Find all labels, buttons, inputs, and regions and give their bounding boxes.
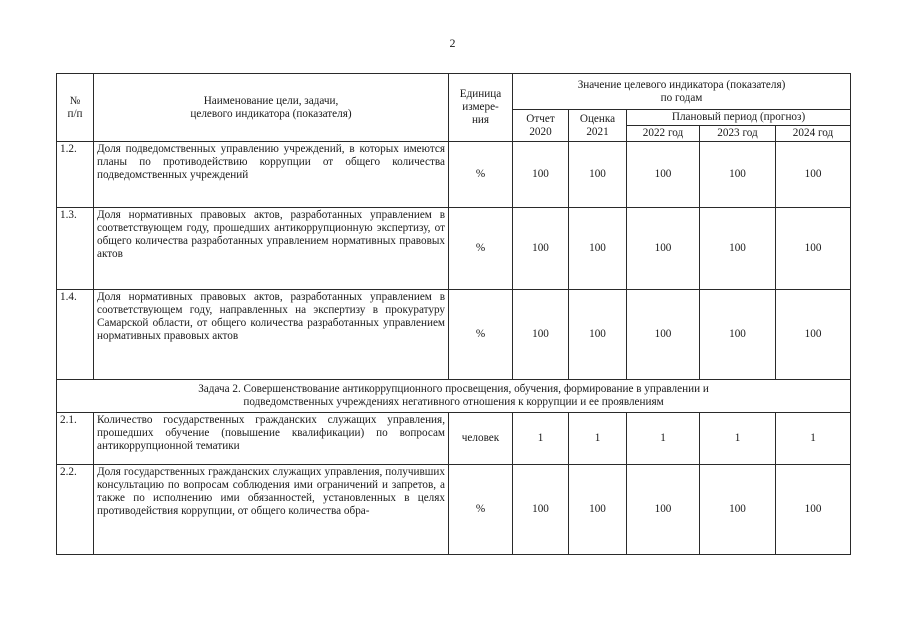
row-unit: % <box>449 208 513 290</box>
header-year-2022: 2022 год <box>627 126 700 142</box>
row-name: Доля нормативных правовых актов, разработанных управлением в соответствующем году, направленных на экспертизу в прокуратуру Самарской области, от общего количества разработанных управлением нормативных правовых актов <box>94 290 449 380</box>
row-value: 100 <box>776 142 851 208</box>
row-value: 100 <box>569 142 627 208</box>
row-unit: % <box>449 142 513 208</box>
row-value: 1 <box>569 413 627 465</box>
row-value: 100 <box>627 208 700 290</box>
row-value: 100 <box>569 208 627 290</box>
row-value: 1 <box>627 413 700 465</box>
row-value: 100 <box>776 465 851 555</box>
row-value: 100 <box>700 208 776 290</box>
row-unit: % <box>449 465 513 555</box>
row-value: 100 <box>513 465 569 555</box>
page-number: 2 <box>449 36 456 50</box>
row-value: 100 <box>776 208 851 290</box>
row-num: 1.4. <box>57 290 94 380</box>
row-value: 100 <box>513 142 569 208</box>
header-year-2023: 2023 год <box>700 126 776 142</box>
header-num: № п/п <box>57 74 94 142</box>
task-row <box>57 380 851 413</box>
row-unit: % <box>449 290 513 380</box>
header-report-2020: Отчет 2020 <box>513 110 569 142</box>
row-value: 1 <box>700 413 776 465</box>
row-value: 100 <box>700 465 776 555</box>
table-row <box>57 142 851 208</box>
row-value: 100 <box>627 465 700 555</box>
table-row <box>57 465 851 555</box>
table-row <box>57 208 851 290</box>
row-value: 100 <box>776 290 851 380</box>
header-name: Наименование цели, задачи, целевого индикатора (показателя) <box>94 74 449 142</box>
row-num: 2.2. <box>57 465 94 555</box>
header-unit: Единица измере- ния <box>449 74 513 142</box>
header-year-2024: 2024 год <box>776 126 851 142</box>
indicators-table <box>56 73 851 555</box>
header-estimate-2021: Оценка 2021 <box>569 110 627 142</box>
row-value: 1 <box>776 413 851 465</box>
row-name: Количество государственных гражданских служащих управления, прошедших обучение (повышение квалификации) по вопросам антикоррупционной тематики <box>94 413 449 465</box>
row-value: 100 <box>569 465 627 555</box>
row-unit: человек <box>449 413 513 465</box>
row-value: 1 <box>513 413 569 465</box>
header-values-group: Значение целевого индикатора (показателя) по годам <box>513 74 851 110</box>
row-name: Доля нормативных правовых актов, разработанных управлением в соответствующем году, прошедших антикоррупционную экспертизу, от общего количества разработанных управлением нормативных правовых актов <box>94 208 449 290</box>
table-row <box>57 413 851 465</box>
task-2-title: Задача 2. Совершенствование антикоррупционного просвещения, обучения, формирование в управлении и подведомственных учреждениях негативного отношения к коррупции и ее проявлениям <box>57 380 851 413</box>
row-name: Доля государственных гражданских служащих управления, получивших консультацию по вопросам соблюдения ими ограничений и запретов, а также по исполнению ими обязанностей, установленных в целях противодействия коррупции, от общего количества обра- <box>94 465 449 555</box>
row-name: Доля подведомственных управлению учреждений, в которых имеются планы по противодействию коррупции от общего количества подведомственных учреждений <box>94 142 449 208</box>
row-num: 1.2. <box>57 142 94 208</box>
table-row <box>57 290 851 380</box>
row-value: 100 <box>700 142 776 208</box>
row-value: 100 <box>627 290 700 380</box>
row-value: 100 <box>513 290 569 380</box>
row-value: 100 <box>627 142 700 208</box>
header-plan-period: Плановый период (прогноз) <box>627 110 851 126</box>
row-num: 2.1. <box>57 413 94 465</box>
row-value: 100 <box>700 290 776 380</box>
row-num: 1.3. <box>57 208 94 290</box>
row-value: 100 <box>513 208 569 290</box>
row-value: 100 <box>569 290 627 380</box>
